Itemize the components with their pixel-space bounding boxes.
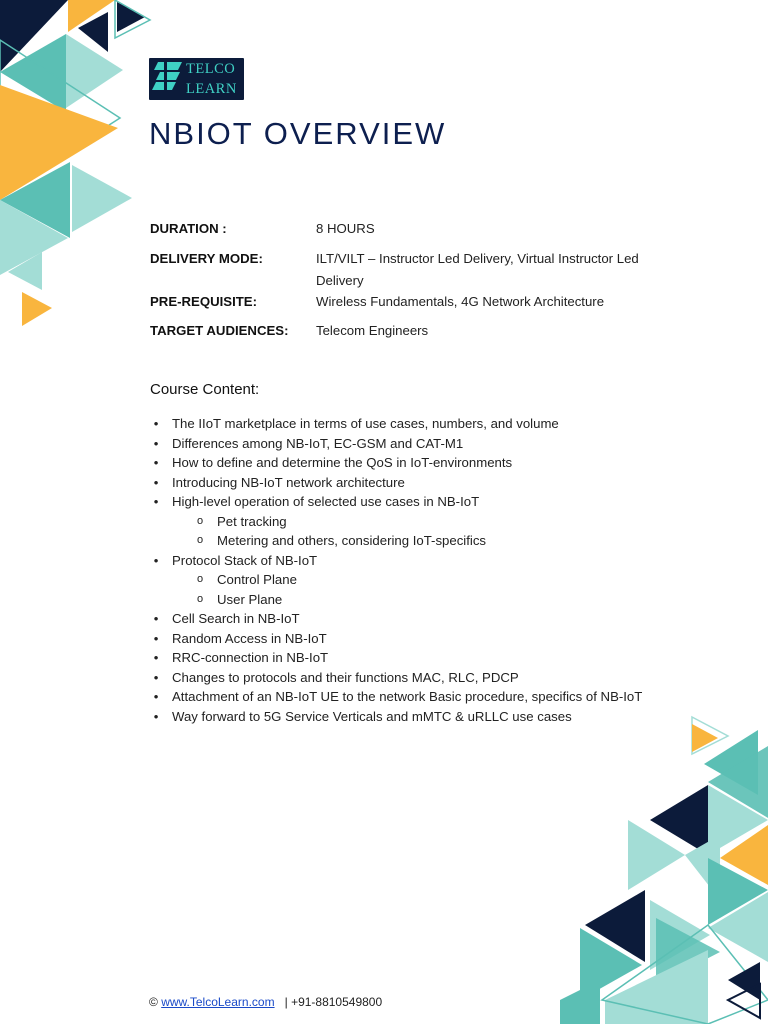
list-item: • Way forward to 5G Service Verticals and mMTC & uRLLC use cases <box>150 707 710 727</box>
circle-bullet-icon: o <box>196 573 204 585</box>
footer <box>149 995 382 1009</box>
circle-bullet-icon: o <box>196 534 204 546</box>
list-item: • Attachment of an NB-IoT UE to the network Basic procedure, specifics of NB-IoT <box>150 687 710 707</box>
logo-line1: TELCO <box>186 61 236 77</box>
page-title: NBIOT OVERVIEW <box>149 116 447 151</box>
list-item: • Random Access in NB-IoT <box>150 629 710 649</box>
list-subitem: o User Plane <box>150 590 710 610</box>
list-item: • Protocol Stack of NB-IoT <box>150 551 710 571</box>
target-audiences-label: TARGET AUDIENCES: <box>150 323 289 338</box>
telcolearn-logo <box>149 58 244 100</box>
bullet-icon: • <box>153 611 159 626</box>
bullet-icon: • <box>153 494 159 509</box>
info-row-duration <box>150 218 670 248</box>
prerequisite-label: PRE-REQUISITE: <box>150 294 257 309</box>
circle-bullet-icon: o <box>196 514 204 527</box>
info-row-target-audiences <box>150 320 670 350</box>
delivery-mode-label: DELIVERY MODE: <box>150 251 263 266</box>
list-item: • High-level operation of selected use cases in NB-IoT <box>150 492 710 512</box>
list-subitem: o Control Plane <box>150 570 710 590</box>
logo-line2: LEARN <box>186 81 237 97</box>
list-item: • RRC-connection in NB-IoT <box>150 648 710 668</box>
bullet-icon: • <box>153 650 159 665</box>
bullet-icon: • <box>153 669 159 685</box>
prerequisite-value: Wireless Fundamentals, 4G Network Architecture <box>316 294 605 309</box>
duration-label: DURATION : <box>150 221 227 236</box>
bullet-icon: • <box>153 435 159 451</box>
bullet-icon: • <box>153 416 159 431</box>
logo-mark-icon <box>152 62 184 96</box>
list-item: • Changes to protocols and their functions MAC, RLC, PDCP <box>150 668 710 688</box>
circle-bullet-icon: o <box>196 592 204 605</box>
bullet-icon: • <box>153 708 159 724</box>
course-content-list <box>150 414 710 726</box>
bullet-icon: • <box>153 552 159 568</box>
list-item: • Introducing NB-IoT network architecture <box>150 473 710 493</box>
bullet-icon: • <box>153 630 159 646</box>
list-subitem: o Metering and others, considering IoT-specifics <box>150 531 710 551</box>
course-content-heading: Course Content: <box>150 381 260 398</box>
list-item: • Differences among NB-IoT, EC-GSM and CAT-M1 <box>150 434 710 454</box>
info-row-delivery-mode <box>150 248 670 291</box>
list-item: • Cell Search in NB-IoT <box>150 609 710 629</box>
footer-separator: | <box>284 995 288 1009</box>
duration-value: 8 HOURS <box>316 221 375 236</box>
info-row-prerequisite <box>150 291 670 320</box>
delivery-mode-value: ILT/VILT – Instructor Led Delivery, Virtual Instructor Led Delivery <box>316 251 639 288</box>
decorative-triangles-top-left <box>0 0 170 330</box>
list-item: • How to define and determine the QoS in IoT-environments <box>150 453 710 473</box>
target-audiences-value: Telecom Engineers <box>316 323 429 338</box>
bullet-icon: • <box>153 455 159 470</box>
bullet-icon: • <box>153 474 159 490</box>
bullet-icon: • <box>153 689 159 704</box>
course-info-table <box>150 218 670 350</box>
decorative-triangles-bottom-right <box>560 700 768 1024</box>
phone-number: +91-8810549800 <box>291 995 383 1009</box>
copyright-symbol: © <box>149 995 158 1009</box>
list-subitem: o Pet tracking <box>150 512 710 532</box>
list-item: • The IIoT marketplace in terms of use cases, numbers, and volume <box>150 414 710 434</box>
website-link[interactable]: www.TelcoLearn.com <box>161 995 275 1009</box>
